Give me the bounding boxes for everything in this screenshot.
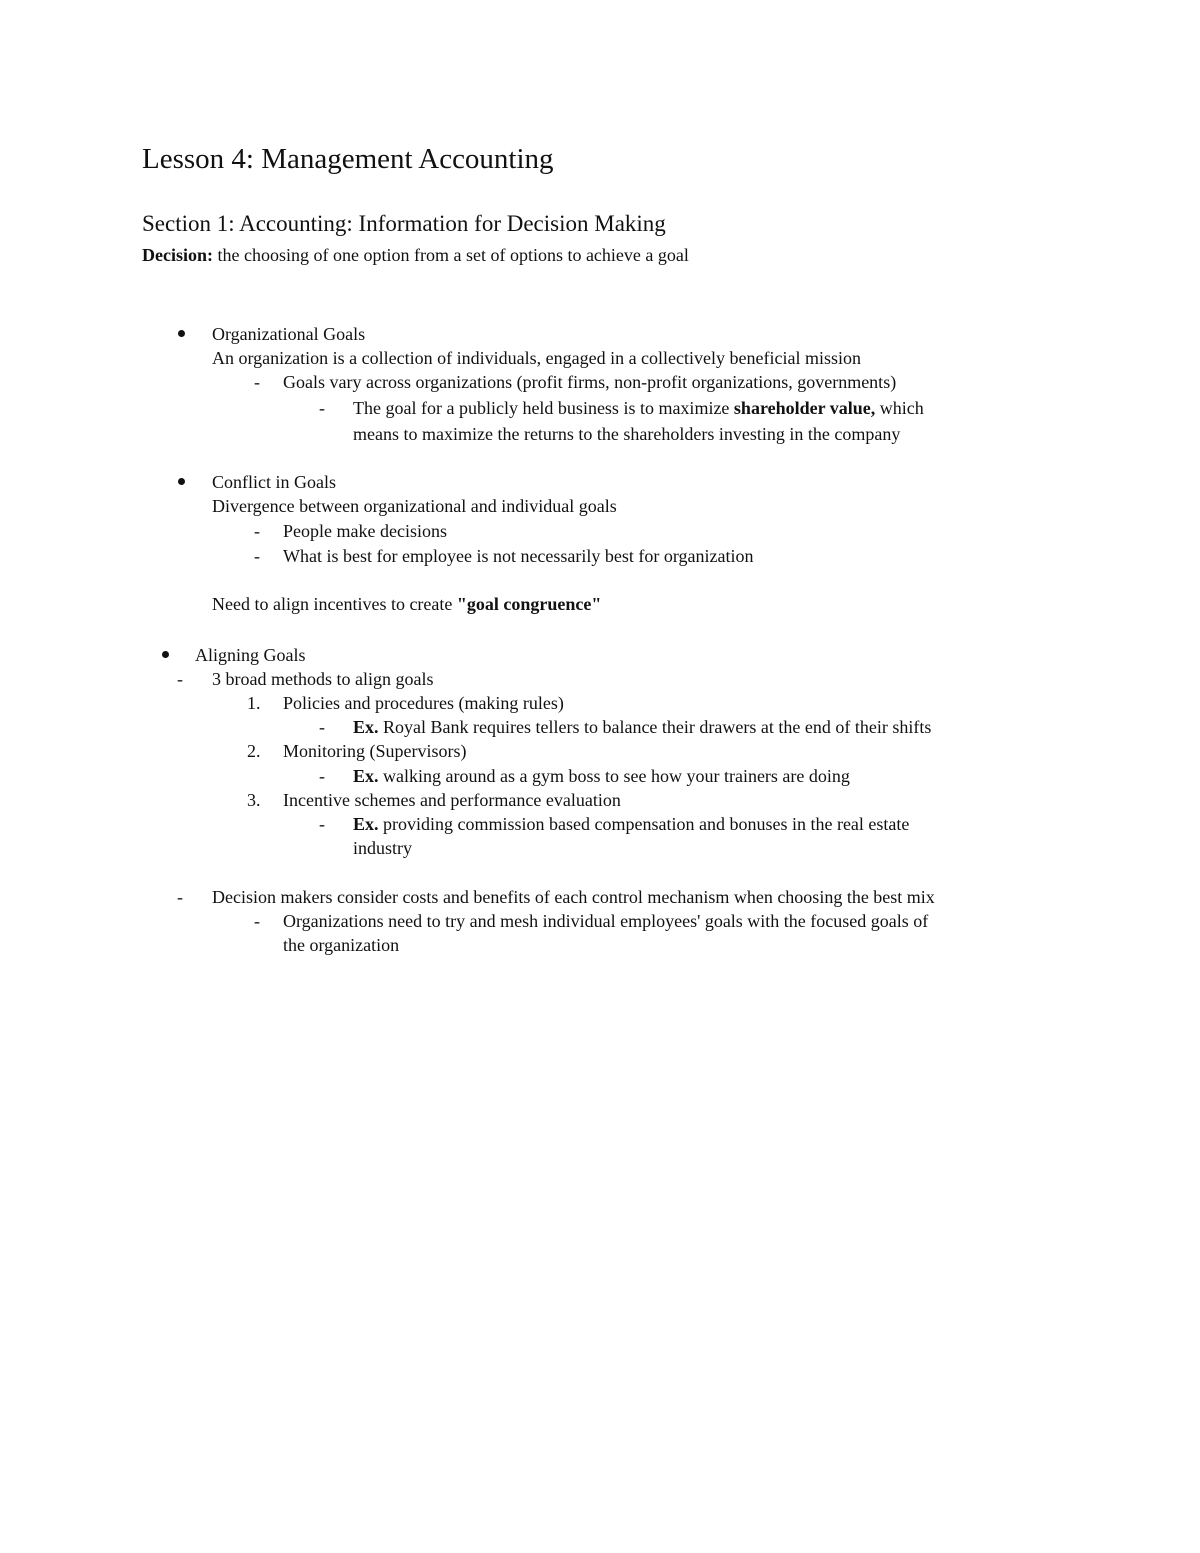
method-example (353, 764, 850, 788)
method-label: Monitoring (Supervisors) (283, 741, 467, 761)
section-heading: Section 1: Accounting: Information for Decision Making (142, 211, 666, 236)
dash-icon: - (177, 669, 183, 689)
goal-congruence-line (212, 592, 601, 616)
decision-term: Decision: (142, 245, 213, 265)
bullet-icon (162, 651, 169, 658)
bullet-icon (178, 478, 185, 485)
dash-icon: - (319, 717, 325, 737)
decision-def-text: the choosing of one option from a set of options to achieve a goal (213, 245, 689, 265)
conflict-sub1: People make decisions (283, 521, 447, 541)
dash-icon: - (254, 372, 260, 392)
goal-congruence-pre: Need to align incentives to create (212, 594, 457, 614)
method-example (353, 715, 931, 739)
method-number: 1. (247, 693, 261, 713)
method-example-cont: industry (353, 838, 413, 858)
method-label: Policies and procedures (making rules) (283, 693, 564, 713)
example-label: Ex. (353, 717, 379, 737)
conflict-heading: Conflict in Goals (212, 472, 336, 492)
dash-icon: - (319, 766, 325, 786)
dash-icon: - (254, 521, 260, 541)
goal-congruence-term: "goal congruence" (456, 594, 602, 614)
org-goals-sub2-cont: means to maximize the returns to the shareholders investing in the company (353, 424, 901, 444)
dash-icon: - (319, 398, 325, 418)
decision-makers-sub-cont: the organization (283, 935, 400, 955)
example-text: providing commission based compensation and bonuses in the real estate (378, 814, 910, 834)
decision-makers-sub: Organizations need to try and mesh individual employees' goals with the focused goals of (283, 911, 929, 931)
bullet-icon (178, 330, 185, 337)
example-label: Ex. (353, 814, 379, 834)
method-label: Incentive schemes and performance evaluation (283, 790, 621, 810)
example-text: walking around as a gym boss to see how your trainers are doing (378, 766, 850, 786)
decision-definition (142, 243, 689, 267)
conflict-sub2: What is best for employee is not necessarily best for organization (283, 546, 754, 566)
dash-icon: - (319, 814, 325, 834)
method-example (353, 812, 909, 836)
shareholder-value-term: shareholder value, (733, 398, 876, 418)
org-goals-desc: An organization is a collection of individuals, engaged in a collectively beneficial mission (212, 348, 861, 368)
example-text: Royal Bank requires tellers to balance their drawers at the end of their shifts (378, 717, 932, 737)
decision-makers-text: Decision makers consider costs and benefits of each control mechanism when choosing the best mix (212, 887, 935, 907)
org-goals-sub2-pre: The goal for a publicly held business is to maximize (353, 398, 734, 418)
dash-icon: - (254, 546, 260, 566)
aligning-heading: Aligning Goals (195, 645, 306, 665)
example-label: Ex. (353, 766, 379, 786)
org-goals-sub2 (353, 396, 924, 420)
method-number: 3. (247, 790, 261, 810)
page-title: Lesson 4: Management Accounting (142, 143, 554, 175)
conflict-desc: Divergence between organizational and individual goals (212, 496, 617, 516)
method-number: 2. (247, 741, 261, 761)
org-goals-sub1: Goals vary across organizations (profit firms, non-profit organizations, governments) (283, 372, 897, 392)
dash-icon: - (254, 911, 260, 931)
dash-icon: - (177, 887, 183, 907)
org-goals-sub2-post: which (875, 398, 924, 418)
org-goals-heading: Organizational Goals (212, 324, 366, 344)
aligning-sub: 3 broad methods to align goals (212, 669, 434, 689)
